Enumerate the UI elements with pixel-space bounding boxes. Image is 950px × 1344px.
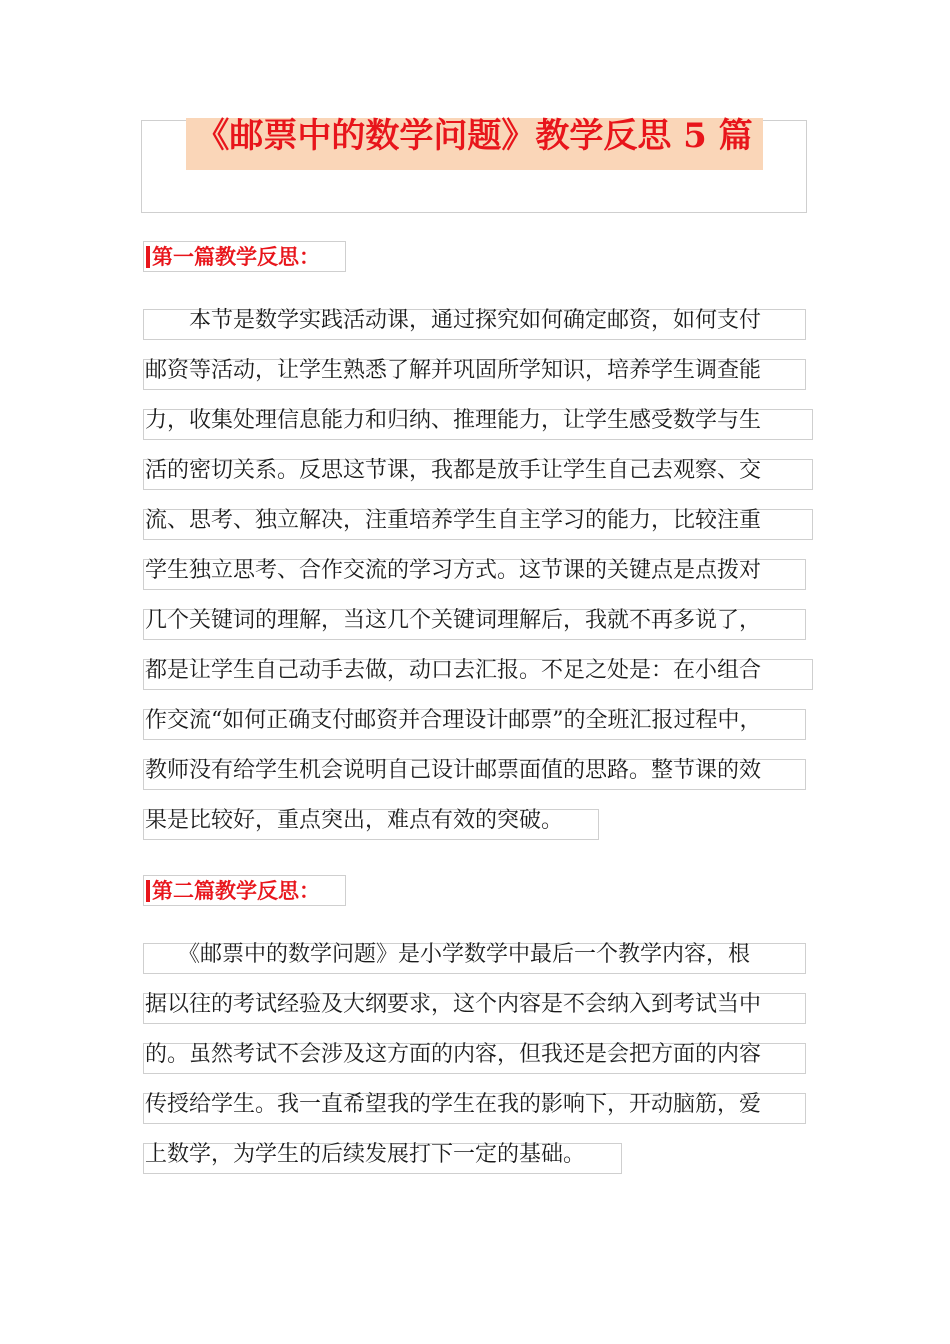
paragraph-line: 邮资等活动，让学生熟悉了解并巩固所学知识，培养学生调查能 <box>145 358 762 383</box>
section-heading: 第一篇教学反思： <box>146 241 320 272</box>
paragraph-line: 果是比较好，重点突出，难点有效的突破。 <box>145 808 564 833</box>
document-title: 《邮票中的数学问题》教学反思 5 篇 <box>195 116 753 156</box>
paragraph-line: 《邮票中的数学问题》是小学数学中最后一个教学内容，根 <box>145 942 751 967</box>
section-heading: 第二篇教学反思： <box>146 875 320 906</box>
paragraph-line: 活的密切关系。反思这节课，我都是放手让学生自己去观察、交 <box>145 458 762 483</box>
paragraph-line: 作交流“如何正确支付邮资并合理设计邮票”的全班汇报过程中， <box>145 708 762 733</box>
paragraph-line: 上数学，为学生的后续发展打下一定的基础。 <box>145 1142 586 1167</box>
paragraph-line: 传授给学生。我一直希望我的学生在我的影响下，开动脑筋，爱 <box>145 1092 762 1117</box>
paragraph-line: 据以往的考试经验及大纲要求，这个内容是不会纳入到考试当中 <box>145 992 762 1017</box>
paragraph-line: 本节是数学实践活动课，通过探究如何确定邮资，如何支付 <box>145 308 762 333</box>
paragraph-line: 几个关键词的理解，当这几个关键词理解后，我就不再多说了， <box>145 608 762 633</box>
paragraph-line: 流、思考、独立解决，注重培养学生自主学习的能力，比较注重 <box>145 508 762 533</box>
paragraph-line: 的。虽然考试不会涉及这方面的内容，但我还是会把方面的内容 <box>145 1042 762 1067</box>
paragraph-line: 力，收集处理信息能力和归纳、推理能力，让学生感受数学与生 <box>145 408 762 433</box>
paragraph-line: 教师没有给学生机会说明自己设计邮票面值的思路。整节课的效 <box>145 758 762 783</box>
paragraph-line: 学生独立思考、合作交流的学习方式。这节课的关键点是点拨对 <box>145 558 762 583</box>
paragraph-line: 都是让学生自己动手去做，动口去汇报。不足之处是：在小组合 <box>145 658 762 683</box>
